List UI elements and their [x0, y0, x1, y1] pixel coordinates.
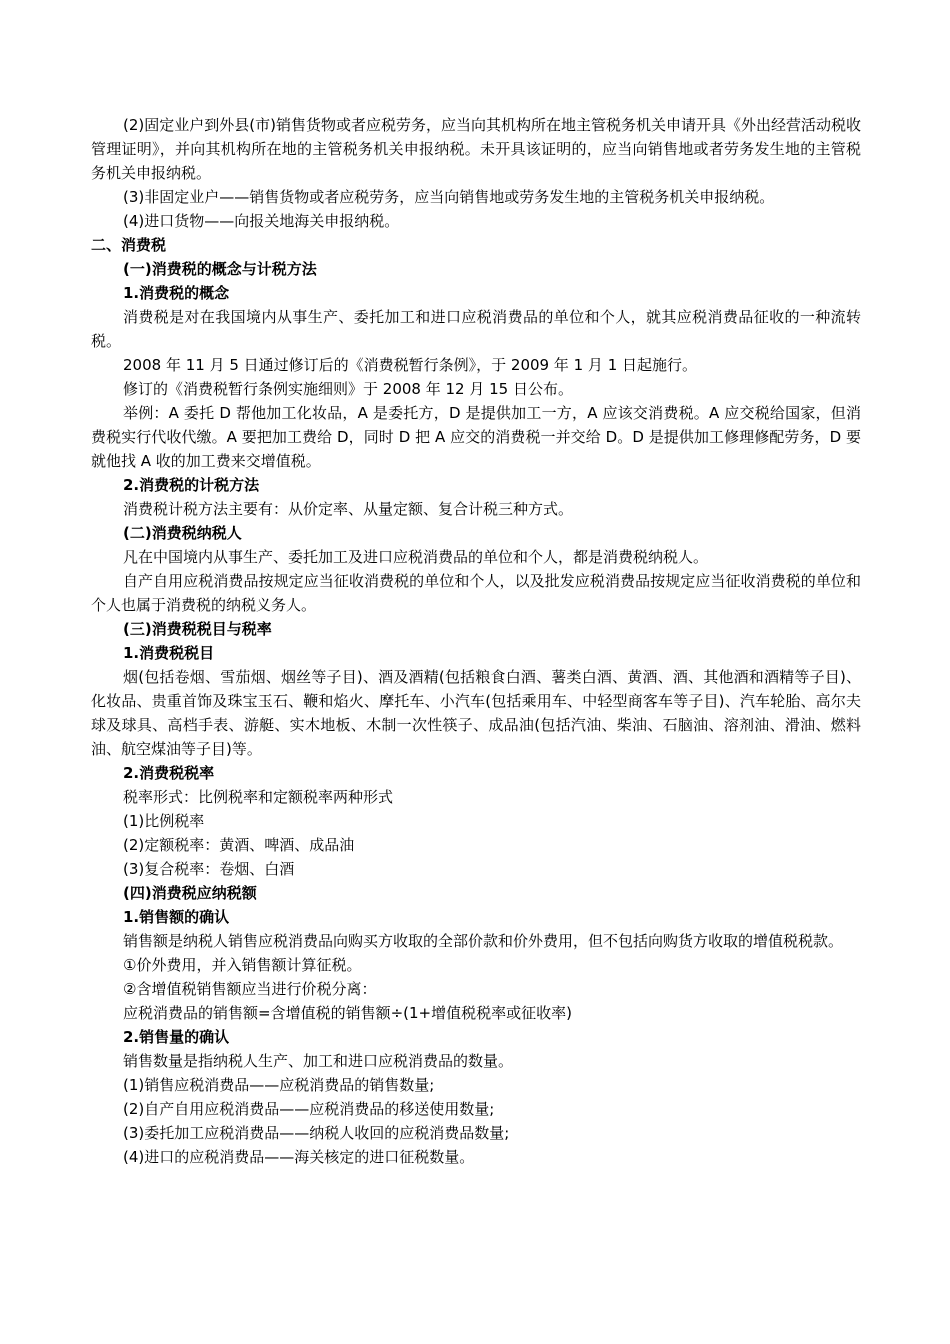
paragraph-self-use-taxpayer: 自产自用应税消费品按规定应当征收消费税的单位和个人，以及批发应税消费品按规定应当征收消费税的单位和个人也属于消费税的纳税义务人。 [91, 572, 861, 614]
paragraph-sales-quantity-definition: 销售数量是指纳税人生产、加工和进口应税消费品的数量。 [123, 1052, 514, 1070]
list-item-extra-fees: ①价外费用，并入销售额计算征税。 [123, 956, 362, 974]
paragraph-fixed-business-outside-county: (2)固定业户到外县(市)销售货物或者应税劳务，应当向其机构所在地主管税务机关申请开具《外出经营活动税收管理证明》，并向其机构所在地的主管税务机关申报纳税。未开具该证明的，应当向销售地或者劳务发生地的主管税务机关申报纳税。 [91, 116, 861, 182]
section-heading-consumption-tax: 二、消费税 [91, 236, 167, 254]
list-item-quantity-commissioned: (3)委托加工应税消费品——纳税人收回的应税消费品数量; [123, 1124, 510, 1142]
list-item-compound-rate: (3)复合税率：卷烟、白酒 [123, 860, 295, 878]
list-item-quantity-sales: (1)销售应税消费品——应税消费品的销售数量; [123, 1076, 435, 1094]
subsection-heading-tax-payable: (四)消费税应纳税额 [123, 884, 257, 902]
paragraph-non-fixed-business: (3)非固定业户——销售货物或者应税劳务，应当向销售地或劳务发生地的主管税务机关申报纳税。 [123, 188, 775, 206]
paragraph-tax-items: 烟(包括卷烟、雪茄烟、烟丝等子目)、酒及酒精(包括粮食白酒、薯类白酒、黄酒、酒、其他酒和酒精等子目)、化妆品、贵重首饰及珠宝玉石、鞭和焰火、摩托车、小汽车(包括乘用车、中轻型商客车等子目)、汽车轮胎、高尔夫球及球具、高档手表、游艇、实木地板、木制一次性筷子、成品油(包括汽油、柴油、石脑油、溶剂油、滑油、燃料油、航空煤油等子目)等。 [91, 668, 861, 758]
heading-sales-amount: 1.销售额的确认 [123, 908, 230, 926]
heading-tax-method: 2.消费税的计税方法 [123, 476, 260, 494]
list-item-quantity-self-use: (2)自产自用应税消费品——应税消费品的移送使用数量; [123, 1100, 495, 1118]
heading-tax-concept: 1.消费税的概念 [123, 284, 230, 302]
heading-tax-rates: 2.消费税税率 [123, 764, 215, 782]
paragraph-tax-method: 消费税计税方法主要有：从价定率、从量定额、复合计税三种方式。 [123, 500, 574, 518]
document-page [91, 113, 861, 1169]
subsection-heading-items-rates: (三)消费税税目与税率 [123, 620, 272, 638]
list-item-quantity-import: (4)进口的应税消费品——海关核定的进口征税数量。 [123, 1148, 475, 1166]
paragraph-import-goods: (4)进口货物——向报关地海关申报纳税。 [123, 212, 400, 230]
subsection-heading-concept-method: (一)消费税的概念与计税方法 [123, 260, 317, 278]
paragraph-rate-forms: 税率形式：比例税率和定额税率两种形式 [123, 788, 394, 806]
list-item-proportional-rate: (1)比例税率 [123, 812, 205, 830]
formula-sales-amount: 应税消费品的销售额=含增值税的销售额÷(1+增值税税率或征收率) [123, 1004, 572, 1022]
heading-tax-items: 1.消费税税目 [123, 644, 215, 662]
paragraph-regulation-date: 2008 年 11 月 5 日通过修订后的《消费税暂行条例》，于 2009 年 1 月 1 日起施行。 [123, 356, 698, 374]
paragraph-sales-amount-definition: 销售额是纳税人销售应税消费品向购买方收取的全部价款和价外费用，但不包括向购货方收取的增值税税款。 [123, 932, 844, 950]
subsection-heading-taxpayer: (二)消费税纳税人 [123, 524, 242, 542]
paragraph-example: 举例：A 委托 D 帮他加工化妆品，A 是委托方，D 是提供加工一方，A 应该交消费税。A 应交税给国家，但消费税实行代收代缴。A 要把加工费给 D，同时 D 把 A 应交的消费税一并交给 D。D 是提供加工修理修配劳务，D 要就他找 A 收的加工费来交增值税。 [91, 404, 861, 470]
list-item-fixed-rate: (2)定额税率：黄酒、啤酒、成品油 [123, 836, 355, 854]
paragraph-taxpayer-definition: 凡在中国境内从事生产、委托加工及进口应税消费品的单位和个人，都是消费税纳税人。 [123, 548, 709, 566]
paragraph-rules-date: 修订的《消费税暂行条例实施细则》于 2008 年 12 月 15 日公布。 [123, 380, 573, 398]
paragraph-tax-definition: 消费税是对在我国境内从事生产、委托加工和进口应税消费品的单位和个人，就其应税消费品征收的一种流转税。 [91, 308, 861, 350]
list-item-vat-separation: ②含增值税销售额应当进行价税分离： [123, 980, 377, 998]
heading-sales-quantity: 2.销售量的确认 [123, 1028, 230, 1046]
